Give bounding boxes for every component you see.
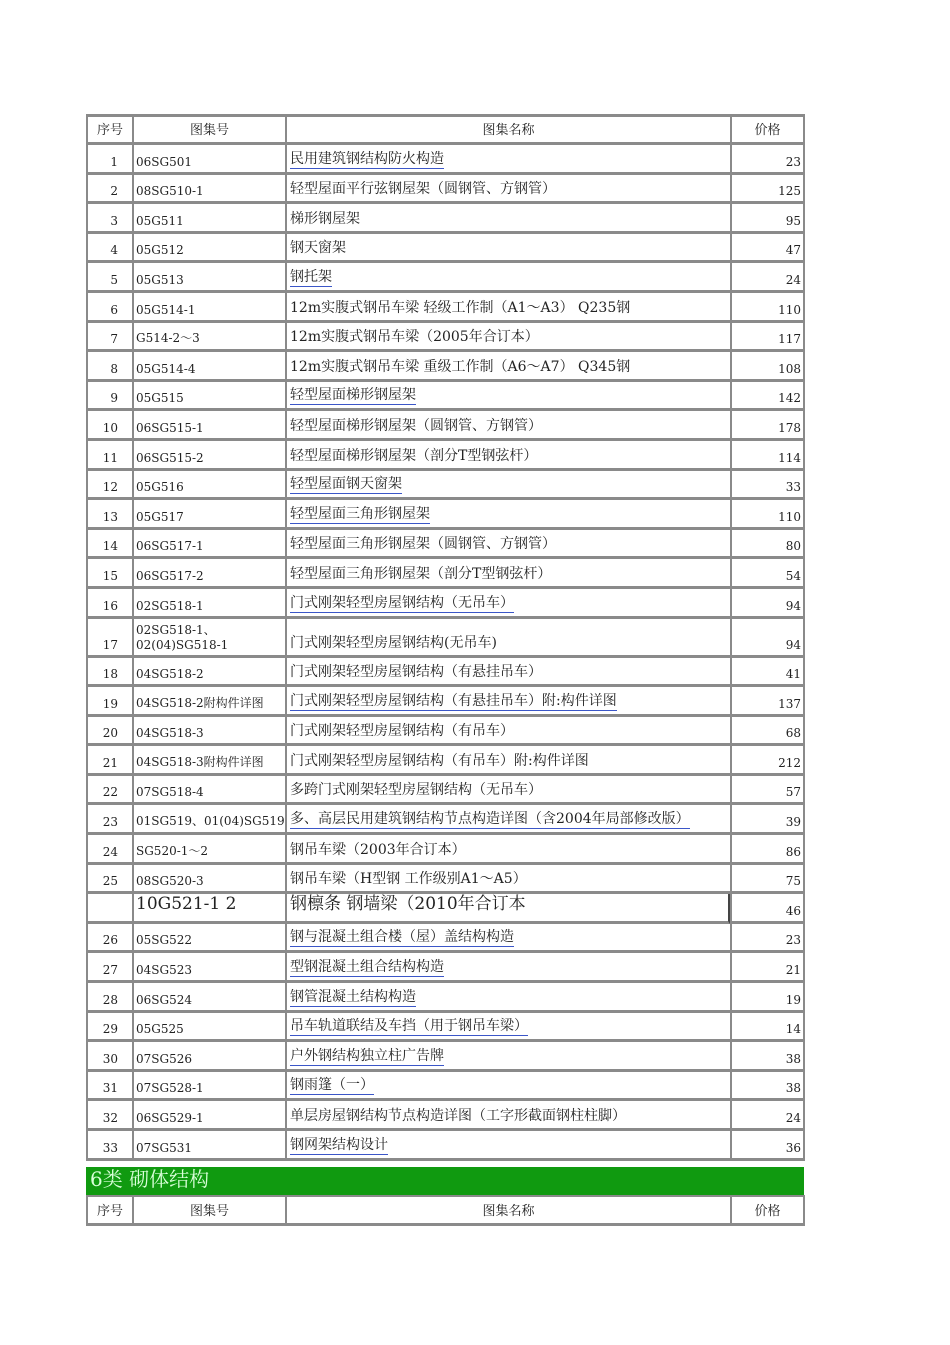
row-code: 04SG518-3附构件详图 — [136, 754, 264, 769]
row-code: 06SG517-2 — [136, 568, 204, 583]
section-title: 6类 砌体结构 — [90, 1167, 210, 1191]
row-no: 18 — [102, 667, 118, 682]
row-name[interactable]: 钢与混凝土组合楼（屋）盖结构构造 — [290, 926, 514, 947]
row-name: 12m实腹式钢吊车梁（2005年合订本） — [290, 329, 539, 346]
row-code: 06SG501 — [136, 154, 192, 169]
row-price: 142 — [778, 391, 801, 406]
table-row — [86, 717, 806, 747]
table-row — [86, 204, 806, 234]
row-name[interactable]: 户外钢结构独立柱广告牌 — [290, 1045, 444, 1066]
table-header — [86, 1195, 806, 1226]
table-row — [86, 805, 806, 835]
row-name[interactable]: 吊车轨道联结及车挡（用于钢吊车梁） — [290, 1015, 528, 1036]
section-band — [86, 1167, 804, 1195]
row-price: 36 — [785, 1140, 801, 1155]
row-code: 05G525 — [136, 1022, 184, 1037]
row-code: 05G514-1 — [136, 302, 196, 317]
row-code: 01SG519、01(04)SG519 — [136, 814, 285, 829]
row-no: 5 — [110, 272, 118, 287]
row-name[interactable]: 钢托架 — [290, 266, 332, 287]
table-row — [86, 589, 806, 619]
row-no: 32 — [102, 1111, 118, 1125]
row-name: 轻型屋面平行弦钢屋架（圆钢管、方钢管） — [290, 181, 556, 198]
row-price: 137 — [778, 696, 801, 711]
row-name[interactable]: 钢网架结构设计 — [290, 1134, 388, 1155]
row-name: 钢檩条 钢墙梁（2010年合订本 — [290, 894, 526, 914]
row-price: 33 — [785, 480, 801, 495]
row-no: 8 — [110, 361, 118, 376]
header-name: 图集名称 — [482, 1204, 535, 1219]
row-code: 07SG518-4 — [136, 785, 204, 800]
row-price: 117 — [778, 332, 801, 347]
row-no: 6 — [110, 302, 118, 317]
row-code: 05G515 — [136, 391, 184, 406]
row-price: 23 — [785, 154, 801, 169]
row-name: 轻型屋面三角形钢屋架（剖分T型钢弦杆） — [290, 565, 552, 582]
row-no: 21 — [102, 755, 118, 770]
row-price: 110 — [778, 509, 801, 524]
table-row — [86, 1042, 806, 1072]
table-row — [86, 746, 806, 776]
row-code: 06SG517-1 — [136, 539, 204, 554]
row-code: 06SG529-1 — [136, 1111, 204, 1125]
row-name[interactable]: 轻型屋面三角形钢屋架 — [290, 503, 430, 524]
table-row — [86, 894, 806, 924]
row-code: 05G511 — [136, 213, 184, 228]
table-row — [86, 293, 806, 323]
row-name[interactable]: 民用建筑钢结构防火构造 — [290, 148, 444, 169]
row-price: 68 — [785, 726, 801, 741]
row-name[interactable]: 型钢混凝土组合结构构造 — [290, 956, 444, 977]
row-code: 07SG526 — [136, 1051, 192, 1066]
row-name: 门式刚架轻型房屋钢结构（有吊车） — [290, 723, 514, 740]
table-row — [86, 382, 806, 412]
row-name: 门式刚架轻型房屋钢结构（有吊车）附:构件详图 — [290, 752, 589, 769]
table-row — [86, 441, 806, 471]
table-row — [86, 1072, 806, 1102]
row-code: 04SG523 — [136, 963, 192, 978]
row-no: 33 — [102, 1140, 118, 1155]
header-no: 序号 — [96, 1204, 123, 1219]
row-code: 05G514-4 — [136, 361, 196, 376]
table-row — [86, 619, 806, 658]
row-no: 2 — [110, 184, 118, 199]
row-name: 钢吊车梁（2003年合订本） — [290, 841, 466, 858]
table-header — [86, 114, 806, 145]
row-no: 22 — [102, 785, 118, 800]
row-no: 16 — [102, 598, 118, 613]
row-name: 梯形钢屋架 — [290, 210, 360, 227]
table-row — [86, 865, 806, 895]
row-no: 14 — [102, 539, 118, 554]
row-no: 1 — [110, 154, 118, 169]
row-price: 47 — [785, 243, 801, 258]
table-row — [86, 411, 806, 441]
row-price: 24 — [785, 1111, 801, 1125]
row-no: 12 — [102, 480, 118, 495]
row-name[interactable]: 轻型屋面钢天窗架 — [290, 473, 402, 494]
header-no: 序号 — [96, 123, 123, 138]
row-code: 04SG518-2 — [136, 667, 204, 682]
row-name: 门式刚架轻型房屋钢结构（有悬挂吊车） — [290, 664, 542, 681]
header-code: 图集号 — [189, 1204, 229, 1219]
table-row — [86, 530, 806, 560]
row-price: 125 — [778, 184, 801, 199]
row-price: 54 — [785, 568, 801, 583]
row-no: 19 — [102, 696, 118, 711]
row-price: 86 — [785, 844, 801, 859]
atlas-table — [86, 114, 806, 1161]
row-price: 80 — [785, 539, 801, 554]
table-row — [86, 1013, 806, 1043]
row-no: 23 — [102, 815, 118, 830]
row-no: 15 — [102, 568, 118, 583]
table-row — [86, 175, 806, 205]
table-row — [86, 1131, 806, 1161]
row-name: 单层房屋钢结构节点构造详图（工字形截面钢柱柱脚） — [290, 1108, 626, 1124]
row-price: 38 — [785, 1051, 801, 1066]
row-no: 4 — [110, 243, 118, 258]
row-name: 钢天窗架 — [290, 240, 346, 257]
row-no: 10 — [102, 420, 118, 435]
row-price: 46 — [785, 903, 801, 918]
row-name: 轻型屋面梯形钢屋架（剖分T型钢弦杆） — [290, 447, 538, 464]
row-name: 12m实腹式钢吊车梁 轻级工作制（A1～A3） Q235钢 — [290, 299, 631, 316]
masonry-table — [86, 1195, 806, 1226]
table-row — [86, 953, 806, 983]
row-no: 31 — [102, 1081, 118, 1096]
row-price: 108 — [778, 361, 801, 376]
row-no: 17 — [102, 637, 118, 652]
table-row — [86, 924, 806, 954]
row-name: 轻型屋面三角形钢屋架（圆钢管、方钢管） — [290, 536, 556, 553]
row-price: 23 — [785, 933, 801, 948]
header-price: 价格 — [754, 1204, 781, 1219]
row-code: SG520-1～2 — [136, 843, 209, 858]
row-no: 7 — [110, 332, 118, 347]
row-no: 20 — [102, 726, 118, 741]
row-no: 25 — [102, 874, 118, 889]
row-code: 06SG524 — [136, 992, 192, 1007]
row-price: 41 — [785, 667, 801, 682]
row-code: G514-2～3 — [136, 331, 200, 346]
table-row — [86, 323, 806, 353]
row-price: 94 — [785, 637, 801, 652]
table-row — [86, 500, 806, 530]
row-name: 钢吊车梁（H型钢 工作级别A1～A5） — [290, 871, 527, 888]
row-name[interactable]: 门式刚架轻型房屋钢结构（有悬挂吊车）附:构件详图 — [290, 690, 617, 711]
row-no: 29 — [102, 1022, 118, 1037]
row-code: 08SG510-1 — [136, 184, 204, 199]
row-code: 06SG515-1 — [136, 420, 204, 435]
table-row — [86, 776, 806, 806]
row-code: 02SG518-1、 02(04)SG518-1 — [136, 622, 229, 652]
row-price: 38 — [785, 1081, 801, 1096]
row-name: 门式刚架轻型房屋钢结构(无吊车) — [290, 634, 497, 651]
row-price: 14 — [785, 1022, 801, 1037]
row-code: 07SG528-1 — [136, 1081, 204, 1096]
header-code: 图集号 — [189, 123, 229, 138]
row-code: 05G512 — [136, 243, 184, 258]
row-name[interactable]: 钢雨篷（一） — [290, 1074, 374, 1095]
row-code: 05G517 — [136, 509, 184, 524]
row-no: 3 — [110, 213, 118, 228]
row-price: 21 — [785, 963, 801, 978]
row-code: 05G516 — [136, 480, 184, 495]
row-no: 26 — [102, 933, 118, 948]
row-code: 10G521-1 2 — [136, 894, 237, 914]
row-price: 94 — [785, 598, 801, 613]
table-row — [86, 352, 806, 382]
table-row — [86, 1101, 806, 1131]
row-no: 13 — [102, 509, 118, 524]
row-code: 02SG518-1 — [136, 598, 204, 613]
row-name[interactable]: 轻型屋面梯形钢屋架 — [290, 384, 416, 405]
row-no: 9 — [110, 391, 118, 406]
table-row — [86, 471, 806, 501]
row-no: 28 — [102, 992, 118, 1007]
row-no: 11 — [102, 450, 118, 465]
row-no: 24 — [102, 844, 118, 859]
header-name: 图集名称 — [482, 123, 535, 138]
row-price: 39 — [785, 815, 801, 830]
row-code: 04SG518-3 — [136, 726, 204, 741]
row-name[interactable]: 钢管混凝土结构构造 — [290, 986, 416, 1007]
table-row — [86, 145, 806, 175]
table-row — [86, 234, 806, 264]
row-code: 04SG518-2附构件详图 — [136, 695, 264, 710]
table-row — [86, 835, 806, 865]
row-no: 30 — [102, 1051, 118, 1066]
row-price: 57 — [785, 785, 801, 800]
row-code: 07SG531 — [136, 1140, 192, 1155]
table-row — [86, 687, 806, 717]
row-no: 27 — [102, 963, 118, 978]
row-price: 212 — [778, 755, 801, 770]
row-price: 75 — [785, 874, 801, 889]
row-price: 178 — [778, 420, 801, 435]
row-price: 114 — [778, 450, 801, 465]
table-row — [86, 263, 806, 293]
row-price: 24 — [785, 272, 801, 287]
row-name: 轻型屋面梯形钢屋架（圆钢管、方钢管） — [290, 417, 542, 434]
row-name: 12m实腹式钢吊车梁 重级工作制（A6～A7） Q345钢 — [290, 358, 631, 375]
row-name: 多跨门式刚架轻型房屋钢结构（无吊车） — [290, 782, 542, 799]
row-code: 08SG520-3 — [136, 874, 204, 889]
row-price: 95 — [785, 213, 801, 228]
row-name[interactable]: 门式刚架轻型房屋钢结构（无吊车） — [290, 592, 514, 613]
table-row — [86, 658, 806, 688]
row-name[interactable]: 多、高层民用建筑钢结构节点构造详图（含2004年局部修改版） — [290, 808, 690, 829]
row-code: 05SG522 — [136, 933, 192, 948]
row-price: 110 — [778, 302, 801, 317]
row-price: 19 — [785, 992, 801, 1007]
header-price: 价格 — [754, 123, 781, 138]
table-row — [86, 983, 806, 1013]
row-code: 06SG515-2 — [136, 450, 204, 465]
table-row — [86, 559, 806, 589]
row-code: 05G513 — [136, 272, 184, 287]
